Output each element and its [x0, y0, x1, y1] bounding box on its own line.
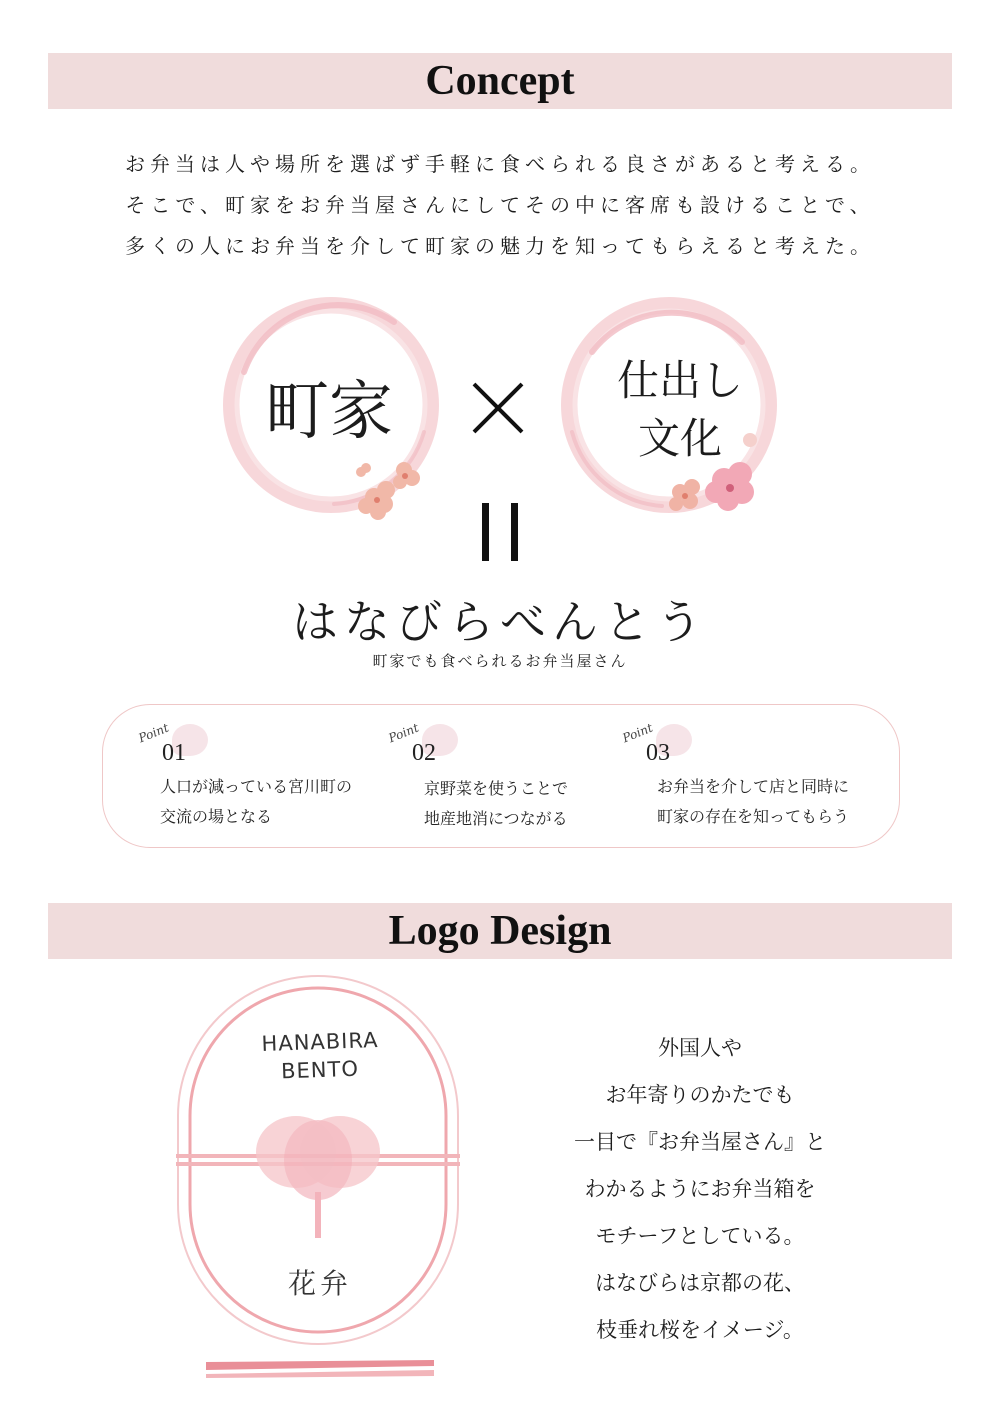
chopsticks-icon — [206, 1360, 434, 1378]
concept-heading: Concept — [425, 58, 575, 104]
point-line: 京野菜を使うことで — [424, 779, 569, 798]
logo-description — [520, 1025, 880, 1354]
point-line: お弁当を介して店と同時に — [657, 777, 850, 796]
logo-text-bento: BENTO — [280, 1056, 360, 1084]
point-number: 02 — [412, 740, 436, 766]
petal-icon — [256, 1116, 380, 1200]
shidashi-line: 文化 — [637, 414, 722, 463]
description-line: お年寄りのかたでも — [605, 1083, 795, 1107]
point-text — [657, 772, 849, 832]
intro-line: お弁当は人や場所を選ばず手軽に食べられる良さがあると考える。 — [125, 152, 875, 176]
point-number: 03 — [646, 740, 670, 766]
description-line: 一目で『お弁当屋さん』と — [574, 1130, 826, 1154]
intro-line: 多くの人にお弁当を介して町家の魅力を知ってもらえると考えた。 — [125, 234, 875, 258]
point-tag: Point — [620, 720, 655, 746]
description-line: わかるようにお弁当箱を — [584, 1177, 816, 1201]
point-tag: Point — [386, 720, 421, 746]
description-line: はなびらは京都の花、 — [595, 1271, 805, 1295]
intro-line: そこで、町家をお弁当屋さんにしてその中に客席も設けることで、 — [125, 193, 875, 217]
point-tag: Point — [136, 720, 171, 746]
brand-name: はなびらべんとう — [292, 595, 708, 649]
machiya-label: 町家 — [265, 375, 393, 449]
logo-text-kanji: 花弁 — [287, 1267, 352, 1300]
equals-icon — [480, 503, 520, 561]
point-line: 人口が減っている宮川町の — [160, 777, 353, 796]
point-text — [424, 774, 568, 834]
logo-text-hanabira: HANABIRA — [261, 1027, 379, 1057]
brand-subtitle: 町家でも食べられるお弁当屋さん — [372, 652, 628, 670]
description-line: モチーフとしている。 — [595, 1224, 805, 1248]
description-line: 枝垂れ桜をイメージ。 — [596, 1318, 804, 1342]
concept-header-band — [48, 53, 952, 109]
point-number: 01 — [162, 740, 186, 766]
point-text — [160, 772, 352, 832]
point-line: 地産地消につながる — [424, 809, 568, 828]
description-line: 外国人や — [658, 1036, 742, 1060]
point-line: 町家の存在を知ってもらう — [657, 807, 850, 826]
shidashi-line: 仕出し — [616, 356, 743, 405]
shidashi-label — [580, 352, 780, 468]
logo-heading: Logo Design — [388, 908, 612, 954]
concept-intro — [0, 144, 1000, 267]
point-line: 交流の場となる — [160, 807, 273, 826]
multiply-icon — [470, 380, 526, 436]
logo-header-band — [48, 903, 952, 959]
